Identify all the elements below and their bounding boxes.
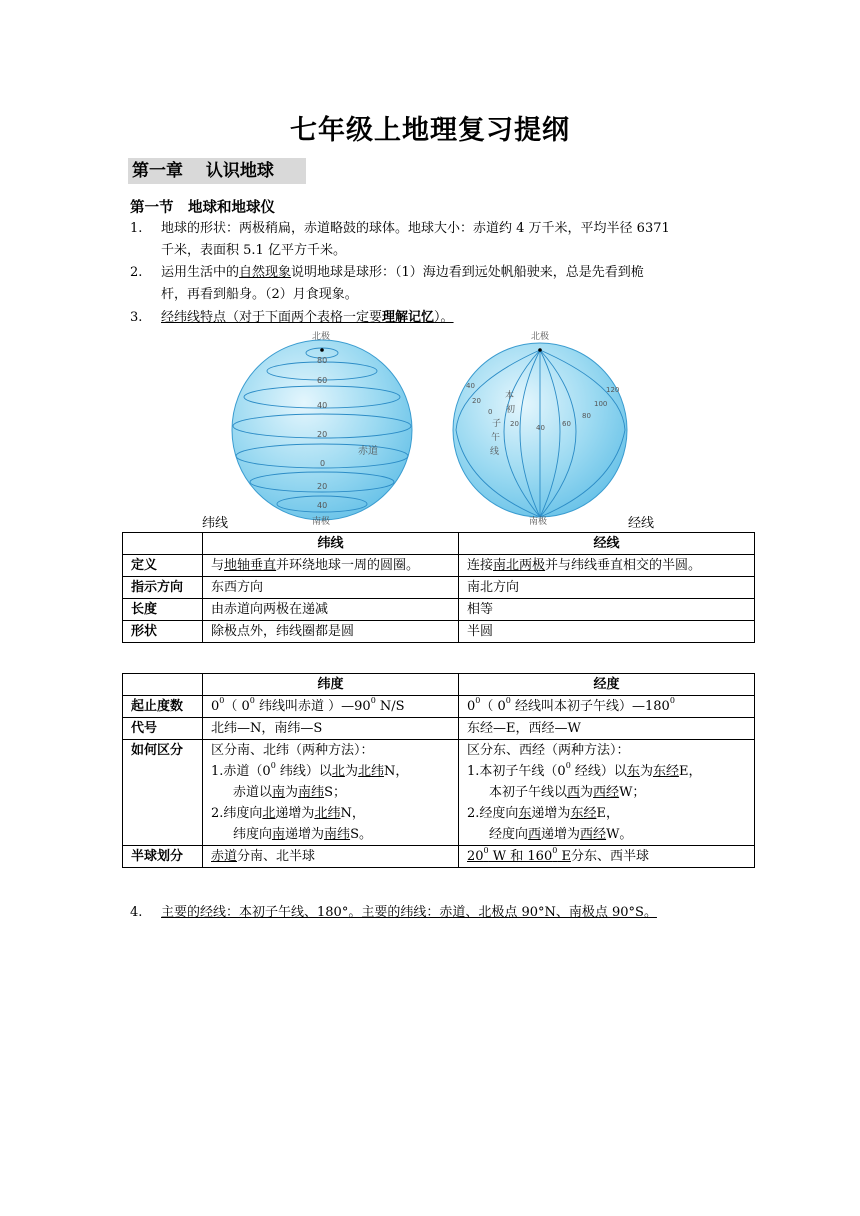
table-cell: 连接南北两极并与纬线垂直相交的半圆。 xyxy=(459,555,755,577)
table-row xyxy=(123,846,755,868)
prime-meridian-char: 子 xyxy=(492,419,502,429)
table-cell: 东西方向 xyxy=(203,577,459,599)
lon-label: 80 xyxy=(582,412,591,420)
item-number: 3. xyxy=(130,310,143,325)
table-header: 经线 xyxy=(459,533,755,555)
prime-meridian-char: 初 xyxy=(506,405,516,415)
table-cell: 南北方向 xyxy=(459,577,755,599)
row-label: 形状 xyxy=(123,621,203,643)
lon-label: 40 xyxy=(466,382,475,390)
table-cell: 东经—E，西经—W xyxy=(459,718,755,740)
table-cell: 区分东、西经（两种方法）： 1.本初子午线（$0^0$ 经线）以东为东经E， 本初子午线以西为西经W； 2.经度向东递增为东经E， 经度向西递增为西经W。 xyxy=(459,740,755,846)
south-pole-label: 南极 xyxy=(529,517,548,526)
list-item-2 xyxy=(130,262,740,306)
south-pole-label: 南极 xyxy=(312,517,331,526)
item-number: 2. xyxy=(130,265,143,280)
table-cell: $20^0$ W 和 $160^0$ E分东、西半球 xyxy=(459,846,755,868)
north-pole-label: 北极 xyxy=(531,332,550,342)
page-title: 七年级上地理复习提纲 xyxy=(290,115,570,146)
lon-label: 100 xyxy=(594,400,608,408)
lat-label: 20 xyxy=(317,430,328,439)
longitude-caption: 经线 xyxy=(628,516,655,531)
table-row xyxy=(123,577,755,599)
table-row xyxy=(123,599,755,621)
list-item-1 xyxy=(130,218,740,262)
latitude-globe xyxy=(232,330,412,526)
table-cell: $0^0$（ $0^0$ 经线叫本初子午线）$—180^0$ xyxy=(459,696,755,718)
lon-label: 20 xyxy=(472,397,481,405)
table-cell: 相等 xyxy=(459,599,755,621)
item-text: 主要的经线：本初子午线、180°。主要的纬线：赤道、北极点 90°N、南极点 90°S。 xyxy=(161,905,657,920)
item-text: 经纬线特点（对于下面两个表格一定要理解记忆）。 xyxy=(161,310,454,325)
table-cell xyxy=(123,533,203,555)
lon-label: 0 xyxy=(488,408,493,416)
table-header-row xyxy=(123,674,755,696)
lat-label: 60 xyxy=(317,376,328,385)
row-label: 半球划分 xyxy=(123,846,203,868)
row-label: 指示方向 xyxy=(123,577,203,599)
prime-meridian-char: 午 xyxy=(491,433,501,443)
item-text: 地球的形状：两极稍扁，赤道略鼓的球体。地球大小：赤道约 4 万千米，平均半径 6371 千米，表面积 5.1 亿平方千米。 xyxy=(161,221,670,258)
table-cell: $0^0$（ $0^0$ 纬线叫赤道 ）$—90^0$ N/S xyxy=(203,696,459,718)
table-row xyxy=(123,696,755,718)
table-cell xyxy=(123,674,203,696)
item-text: 运用生活中的自然现象说明地球是球形：（1）海边看到远处帆船驶来，总是先看到桅 杆，再看到船身。（2）月食现象。 xyxy=(161,265,644,302)
north-pole-label: 北极 xyxy=(312,332,331,342)
lon-label: 40 xyxy=(536,424,545,432)
lat-label: 20 xyxy=(317,482,328,491)
lat-label: 40 xyxy=(317,501,328,510)
row-label: 长度 xyxy=(123,599,203,621)
table-header: 纬度 xyxy=(203,674,459,696)
table-cell: 半圆 xyxy=(459,621,755,643)
prime-meridian-char: 线 xyxy=(490,447,500,457)
row-label: 代号 xyxy=(123,718,203,740)
lon-label: 20 xyxy=(510,420,519,428)
lat-label: 40 xyxy=(317,401,328,410)
prime-meridian-char: 本 xyxy=(505,391,515,401)
lat-lon-lines-table xyxy=(122,532,755,643)
table-row xyxy=(123,621,755,643)
table-cell: 区分南、北纬（两种方法）： 1.赤道（$0^0$ 纬线）以北为北纬N， 赤道以南为南纬S； 2.纬度向北递增为北纬N， 纬度向南递增为南纬S。 xyxy=(203,740,459,846)
globe-figure xyxy=(220,326,640,526)
latitude-caption: 纬线 xyxy=(202,516,229,531)
table-header: 经度 xyxy=(459,674,755,696)
table-row xyxy=(123,718,755,740)
north-pole-dot xyxy=(538,348,542,352)
latitude-longitude-table xyxy=(122,673,755,868)
row-label: 如何区分 xyxy=(123,740,203,846)
item-number: 1. xyxy=(130,221,143,236)
lon-label: 120 xyxy=(606,386,620,394)
list-item-4 xyxy=(130,902,740,924)
lon-label: 60 xyxy=(562,420,571,428)
north-pole-dot xyxy=(320,348,324,352)
equator-label: 赤道 xyxy=(358,446,378,457)
table-row xyxy=(123,555,755,577)
longitude-globe xyxy=(453,330,627,526)
section-heading: 第一节 地球和地球仪 xyxy=(130,200,275,216)
table-cell: 赤道分南、北半球 xyxy=(203,846,459,868)
table-cell: 与地轴垂直并环绕地球一周的圆圈。 xyxy=(203,555,459,577)
lat-label: 0 xyxy=(320,459,326,468)
chapter-heading: 第一章 认识地球 xyxy=(128,158,306,184)
table-header: 纬线 xyxy=(203,533,459,555)
lat-label: 80 xyxy=(317,356,328,365)
row-label: 起止度数 xyxy=(123,696,203,718)
item-number: 4. xyxy=(130,905,143,920)
table-cell: 北纬—N，南纬—S xyxy=(203,718,459,740)
table-header-row xyxy=(123,533,755,555)
table-cell: 由赤道向两极在递减 xyxy=(203,599,459,621)
table-row xyxy=(123,740,755,846)
table-cell: 除极点外，纬线圈都是圆 xyxy=(203,621,459,643)
row-label: 定义 xyxy=(123,555,203,577)
